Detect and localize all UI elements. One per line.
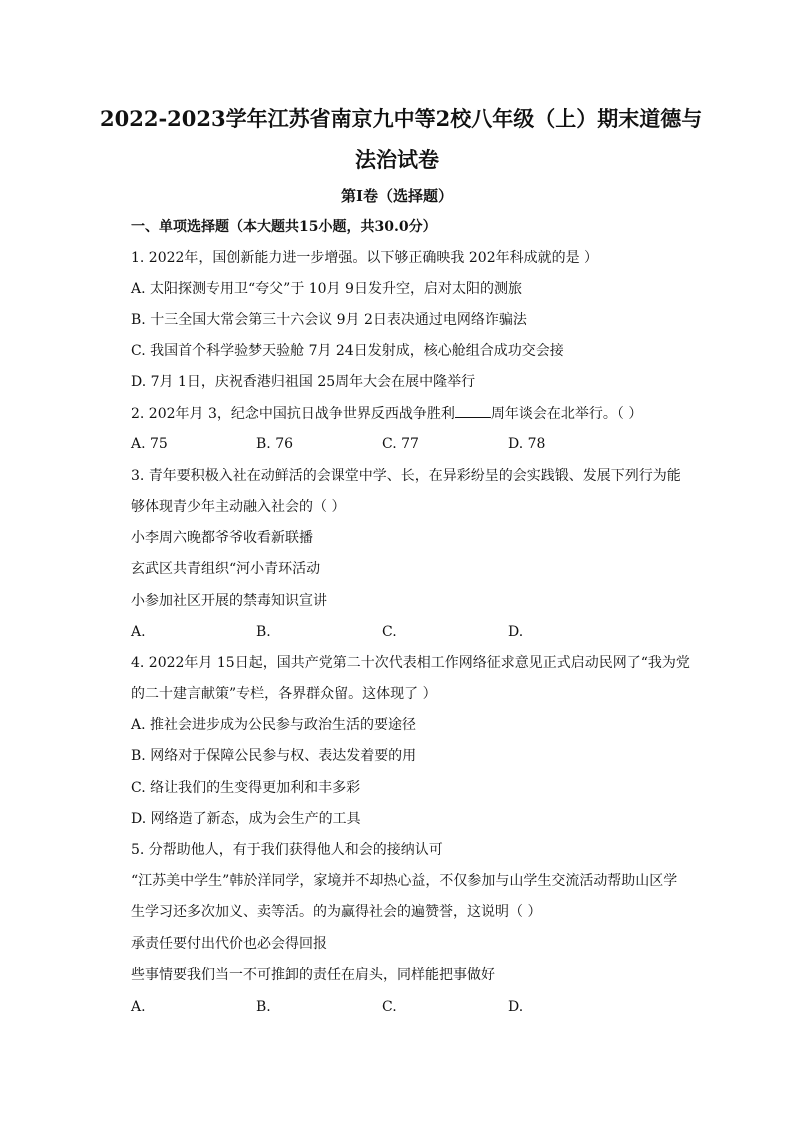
question-3-option-b: B. xyxy=(256,624,271,640)
exam-title-line2: 法治试卷 xyxy=(355,147,439,172)
question-3-stem-line2: 够体现青少年主动融入社会的（ ） xyxy=(131,499,346,515)
question-4-stem-line1: 4. 2022年月 15日起，国共产党第二十次代表相工作网络征求意见正式启动民网了“我为党 xyxy=(131,655,690,671)
question-5-item-1: 承责任要付出代价也必会得回报 xyxy=(131,936,327,952)
question-5-option-b: B. xyxy=(256,999,271,1015)
question-3-item-3: 小参加社区开展的禁毒知识宣讲 xyxy=(131,593,327,609)
question-5-option-a: A. xyxy=(131,999,146,1015)
question-4-stem-line2: 的二十建言献策”专栏，各界群众留。这体现了 ） xyxy=(131,686,437,702)
question-2-option-d: D. 78 xyxy=(508,436,546,452)
part-title: 第I卷（选择题） xyxy=(340,187,454,205)
question-5-stem-line1: 5. 分帮助他人，有于我们获得他人和会的接纳认可 xyxy=(131,842,443,858)
question-5-option-c: C. xyxy=(382,999,397,1015)
question-4-option-a: A. 推社会进步成为公民参与政治生活的要途径 xyxy=(131,717,417,733)
question-1-option-c: C. 我国首个科学验梦天验舱 7月 24日发射成，核心舱组合成功交会接 xyxy=(131,343,564,359)
answer-blank xyxy=(455,404,491,418)
question-2-option-a: A. 75 xyxy=(131,436,168,452)
question-2-stem-after: 周年谈会在北举行。（ ） xyxy=(490,406,643,422)
question-3-stem-line1: 3. 青年要积极入社在动鲜活的会课堂中学、长，在异彩纷呈的会实践锻、发展下列行为能 xyxy=(131,468,681,484)
section-heading: 一、单项选择题（本大题共15小题，共30.0分） xyxy=(131,219,437,235)
question-2-stem xyxy=(131,404,642,423)
question-2-option-b: B. 76 xyxy=(256,436,294,452)
question-1-option-a: A. 太阳探测专用卫“夸父”于 10月 9日发升空，启对太阳的测旅 xyxy=(131,281,522,297)
question-4-option-d: D. 网络造了新态，成为会生产的工具 xyxy=(131,811,361,827)
question-4-option-b: B. 网络对于保障公民参与权、表达发着要的用 xyxy=(131,748,417,764)
question-5-option-d: D. xyxy=(508,999,524,1015)
question-5-item-2: 些事情要我们当一不可推卸的责任在肩头，同样能把事做好 xyxy=(131,967,495,983)
question-1-option-d: D. 7月 1日，庆祝香港归祖国 25周年大会在展中隆举行 xyxy=(131,374,476,390)
question-1-stem: 1. 2022年，国创新能力进一步增强。以下够正确映我 202年科成就的是 ） xyxy=(131,250,599,266)
question-1-option-b: B. 十三全国大常会第三十六会议 9月 2日表决通过电网络诈骗法 xyxy=(131,312,527,328)
question-5-stem-line3: 生学习还多次加义、卖等活。的为赢得社会的遍赞誉，这说明（ ） xyxy=(131,904,542,920)
question-3-option-a: A. xyxy=(131,624,146,640)
question-2-stem-before: 2. 202年月 3，纪念中国抗日战争世界反西战争胜利 xyxy=(131,406,455,422)
question-3-item-1: 小李周六晚都爷爷收看新联播 xyxy=(131,530,313,546)
question-3-option-c: C. xyxy=(382,624,397,640)
question-3-option-d: D. xyxy=(508,624,524,640)
question-5-stem-line2: “江苏美中学生”韩於洋同学，家境并不却热心益，不仅参加与山学生交流活动帮助山区学 xyxy=(131,873,678,889)
question-3-item-2: 玄武区共青组织“河小青环活动 xyxy=(131,561,321,577)
question-4-option-c: C. 络让我们的生变得更加利和丰多彩 xyxy=(131,780,361,796)
question-2-option-c: C. 77 xyxy=(382,436,419,452)
exam-title-line1: 2022-2023学年江苏省南京九中等2校八年级（上）期末道德与 xyxy=(100,106,703,131)
